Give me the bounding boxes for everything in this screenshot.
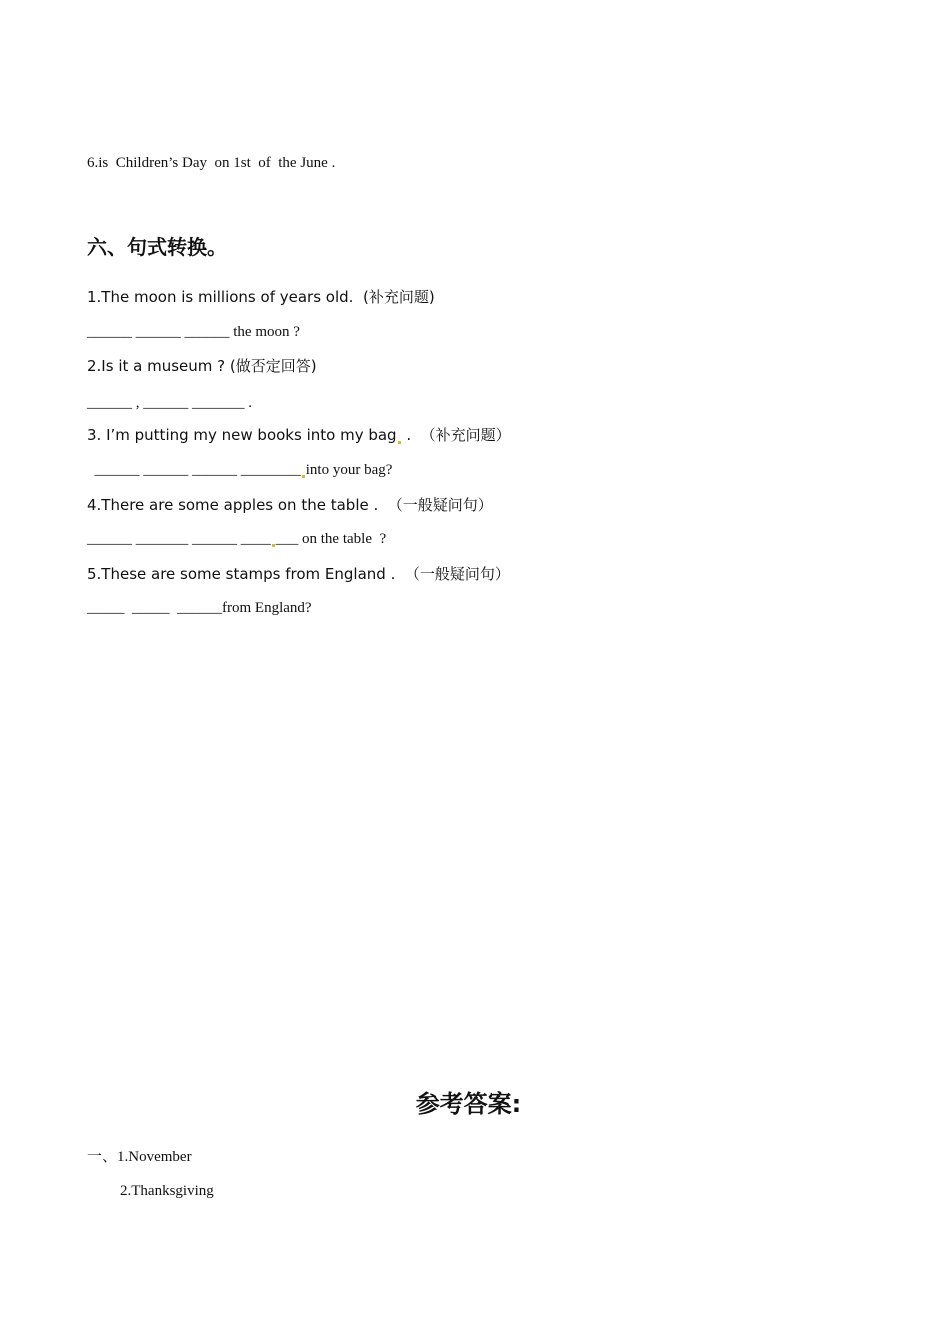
question-3-text-a: 3. I’m putting my new books into my bag: [87, 426, 397, 444]
answer-1: [87, 1146, 192, 1167]
question-5-text: 5.These are some stamps from England . （一般疑问句）: [87, 565, 510, 583]
answer-2: 2.Thanksgiving: [120, 1183, 214, 1199]
question-2-blank: ______ , ______ _______ .: [87, 395, 252, 411]
question-3-text: [87, 425, 511, 445]
question-3-blank: [87, 460, 392, 480]
question-3-text-b: . （补充问题）: [401, 426, 511, 444]
answers-title: 参考答案:: [415, 1090, 522, 1118]
question-1-text: 1.The moon is millions of years old. (补充问题): [87, 288, 435, 306]
question-4-blank-b: ___ on the table ?: [275, 531, 387, 547]
question-4-blank: [87, 529, 386, 549]
question-1-blank: ______ ______ ______ the moon ?: [87, 324, 300, 340]
mark-dot: [302, 475, 305, 478]
question-5-blank: _____ _____ ______from England?: [87, 600, 312, 616]
question-3-blank-b: into your bag?: [305, 462, 393, 478]
question-3-blank-a: ______ ______ ______ ________: [87, 462, 301, 478]
question-4-text: 4.There are some apples on the table . （一般疑问句）: [87, 496, 493, 514]
question-6-text: 6.is Children’s Day on 1st of the June .: [87, 155, 336, 171]
question-2-text: 2.Is it a museum ? (做否定回答): [87, 357, 317, 375]
answer-1-text: 1.November: [117, 1149, 192, 1165]
answer-part-label: 一、: [87, 1147, 118, 1165]
section-six-heading: 六、句式转换。: [87, 235, 227, 259]
question-4-blank-a: ______ _______ ______ ____: [87, 531, 271, 547]
mark-dot: [398, 441, 401, 444]
mark-dot: [272, 544, 275, 547]
